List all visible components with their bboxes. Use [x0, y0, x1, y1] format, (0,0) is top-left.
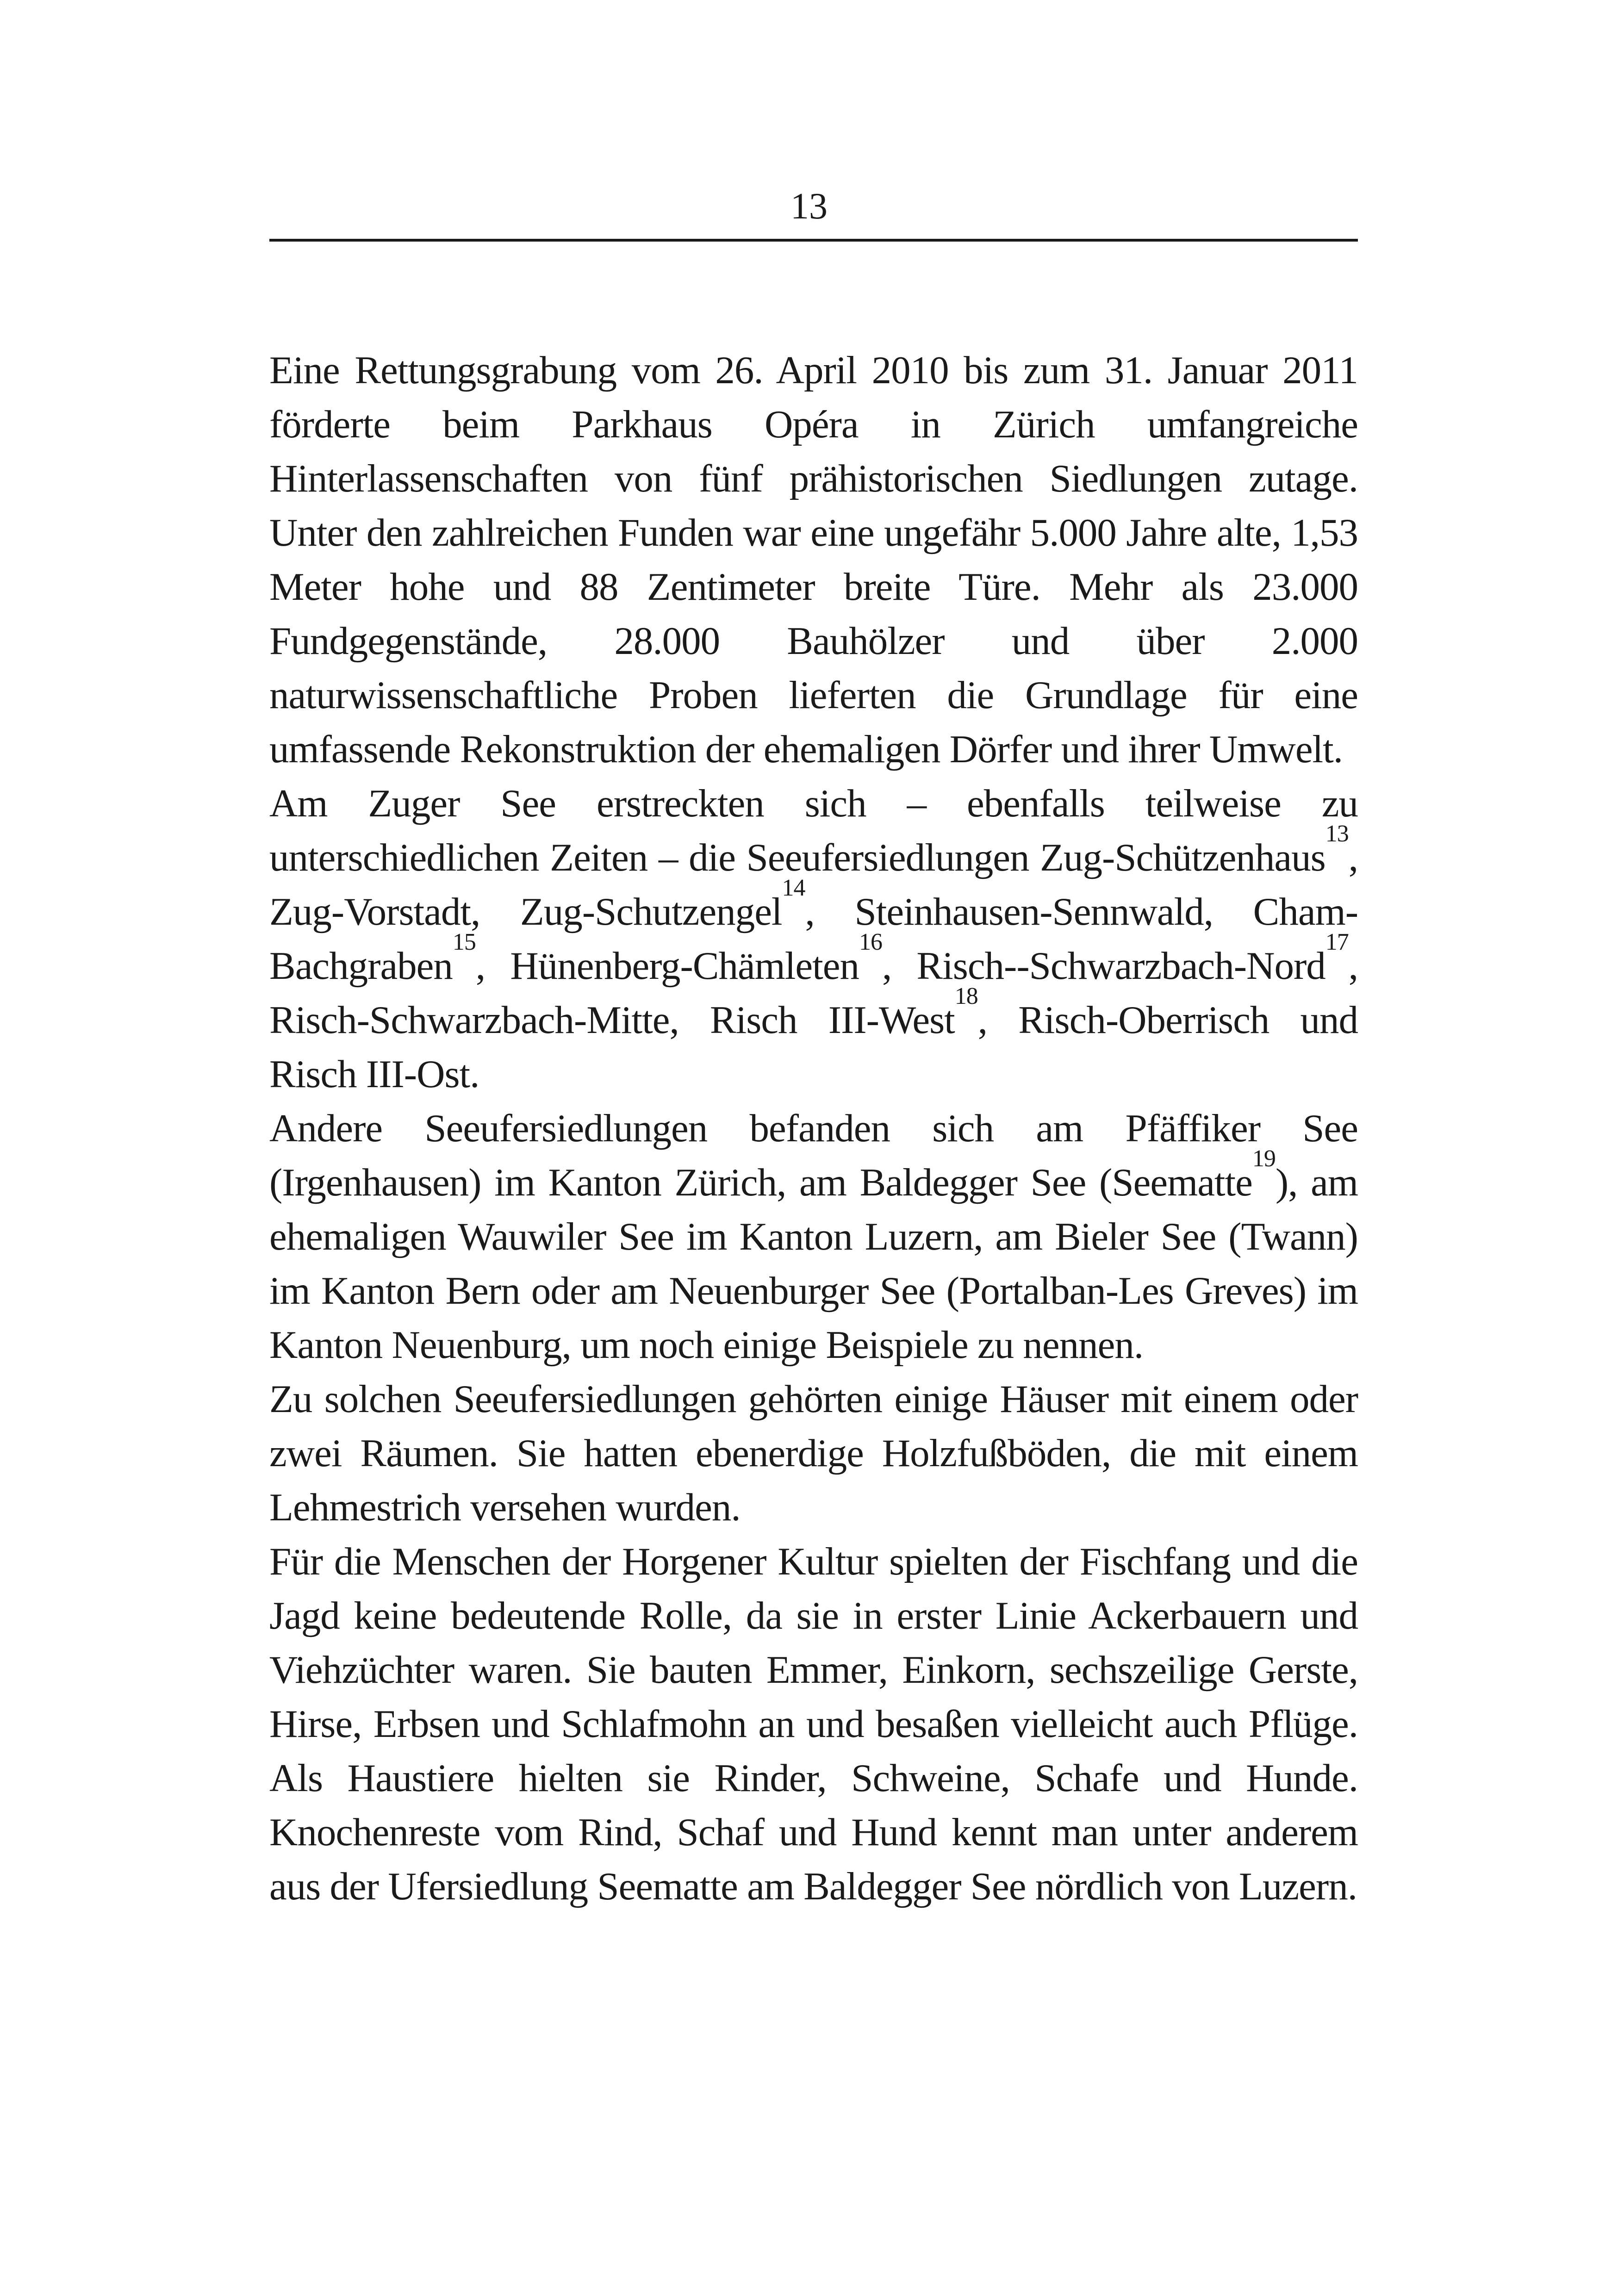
footnote-ref[interactable]: 19 — [1252, 1145, 1276, 1172]
footnote-ref[interactable]: 15 — [452, 928, 476, 955]
page-number-text: 13 — [790, 186, 828, 227]
paragraph-text: Andere Seeufersiedlungen befanden sich am Pfäffiker See (Irgenhausen) im Kanton Zürich, am Baldegger See (Seematte — [269, 1107, 1358, 1204]
paragraph-text: , Risch--Schwarzbach-Nord — [882, 944, 1326, 988]
paragraph-text: , Risch-Schwarzbach-Mitte, Risch III-West — [269, 944, 1358, 1042]
paragraph-text: Zu solchen Seeufersiedlungen gehörten einige Häuser mit einem oder zwei Räumen. Sie hatten ebenerdige Holzfußböden, die mit einem Lehmestrich versehen wurden. — [269, 1377, 1358, 1529]
paragraph-text: Für die Menschen der Horgener Kultur spielten der Fischfang und die Jagd keine bedeutende Rolle, da sie in erster Linie Ackerbauern und Viehzüchter waren. Sie bauten Emmer, Einkorn, sechszeilige Gerste, Hirse, Erbsen und Schlafmohn an und besaßen vielleicht auch Pflüge. Als Haustiere hielten sie Rinder, Schweine, Schafe und Hunde. Knochenreste vom Rind, Schaf und Hund kennt man unter anderem aus der Ufersiedlung Seematte am Baldegger See nördlich von Luzern. — [269, 1540, 1358, 1908]
footnote-ref[interactable]: 14 — [782, 874, 805, 901]
footnote-ref[interactable]: 13 — [1325, 820, 1349, 847]
paragraph-text: ), am ehemaligen Wauwiler See im Kanton Luzern, am Bieler See (Twann) im Kanton Bern oder am Neuenburger See (Portalban-Les Greves) im Kanton Neuenburg, um noch einige Beispiele zu nennen. — [269, 1161, 1358, 1367]
paragraph-text: , Hünenberg-Chämleten — [475, 944, 859, 988]
page-number — [0, 183, 1618, 230]
footnote-ref[interactable]: 17 — [1325, 928, 1349, 955]
paragraph-text: , Risch-Oberrisch und Risch III-Ost. — [269, 998, 1358, 1096]
paragraph-text: Eine Rettungsgrabung vom 26. April 2010 bis zum 31. Januar 2011 förderte beim Parkhaus Opéra in Zürich umfangreiche Hinterlassenschaften von fünf prähistorischen Siedlungen zutage. Unter den zahlreichen Funden war eine ungefähr 5.000 Jahre alte, 1,53 Meter hohe und 88 Zentimeter breite Türe. Mehr als 23.000 Fundgegenstände, 28.000 Bauhölzer und über 2.000 naturwissenschaftliche Proben lieferten die Grundlage für eine umfassende Rekonstruktion der ehemaligen Dörfer und ihrer Umwelt. — [269, 348, 1358, 771]
paragraph — [269, 1372, 1358, 1535]
paragraph-text: Am Zuger See erstreckten sich – ebenfalls teilweise zu unterschiedlichen Zeiten – die Seeufersiedlungen Zug-Schützenhaus — [269, 782, 1358, 879]
header-rule — [269, 239, 1358, 242]
paragraph — [269, 1535, 1358, 1914]
footnote-ref[interactable]: 16 — [859, 928, 882, 955]
paragraph — [269, 777, 1358, 1101]
paragraph-text: , Zug-Vorstadt, Zug-Schutzengel — [269, 836, 1358, 933]
paragraph — [269, 343, 1358, 777]
paragraph-text: , Steinhausen-Sennwald, Cham-Bachgraben — [269, 890, 1358, 988]
footnote-ref[interactable]: 18 — [954, 983, 978, 1009]
paragraph — [269, 1101, 1358, 1372]
body-text — [269, 343, 1358, 1914]
